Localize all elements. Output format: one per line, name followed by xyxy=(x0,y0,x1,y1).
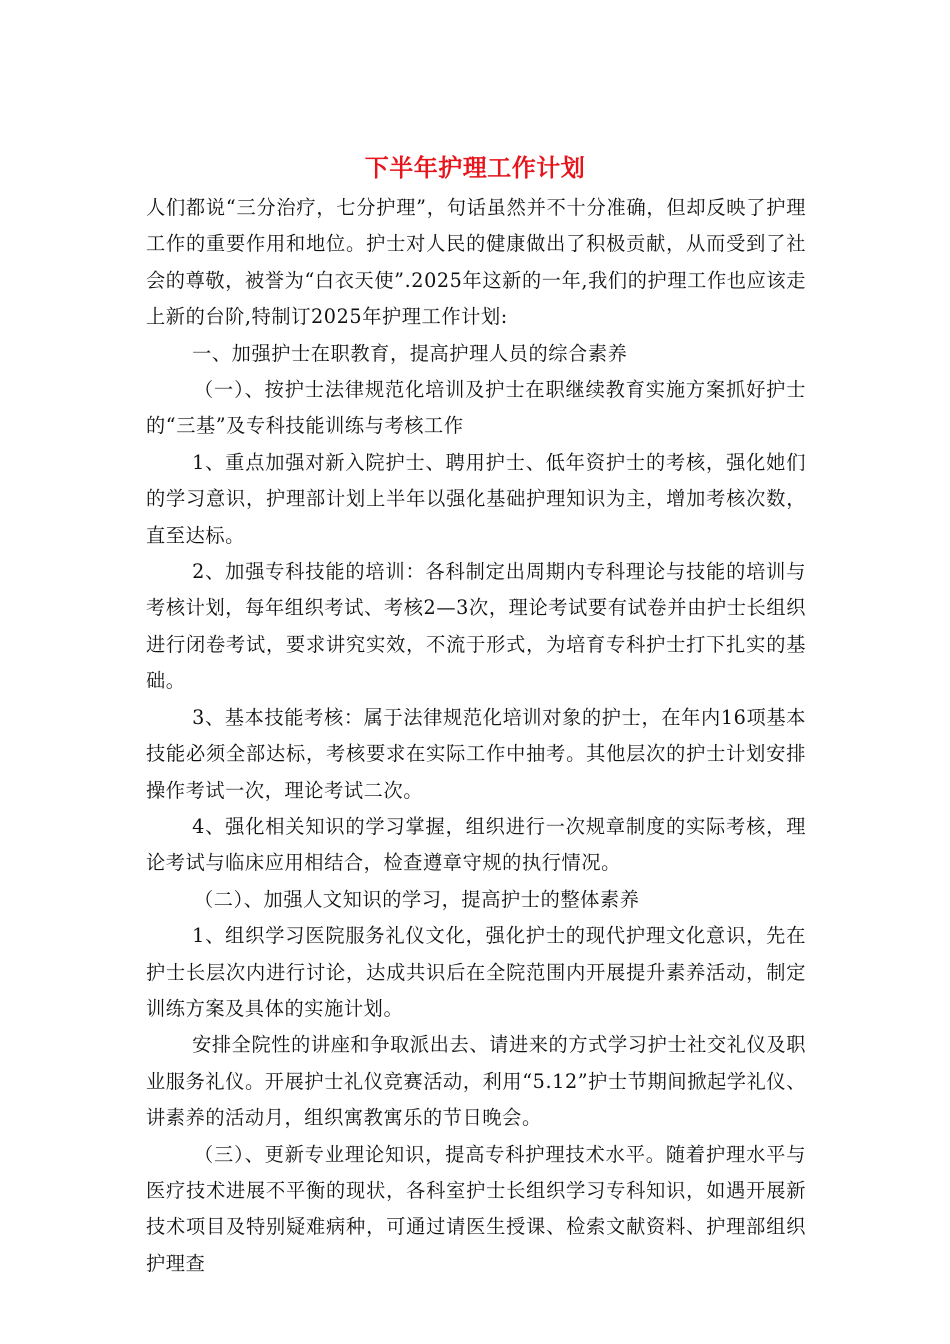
document-body xyxy=(146,190,806,1282)
section-heading-1: 一、加强护士在职教育，提高护理人员的综合素养 xyxy=(192,341,628,365)
paragraph-item-5: 1、组织学习医院服务礼仪文化，强化护士的现代护理文化意识，先在护士长层次内进行讨论，达成共识后在全院范围内开展提升素养活动，制定训练方案及具体的实施计划。 xyxy=(146,924,806,1020)
paragraph-intro: 人们都说“三分治疗，七分护理”，句话虽然并不十分准确，但却反映了护理工作的重要作用和地位。护士对人民的健康做出了积极贡献，从而受到了社会的尊敬，被誉为“白衣天使”.2025年这新的一年,我们的护理工作也应该走上新的台阶,特制订2025年护理工作计划: xyxy=(146,196,806,329)
paragraph-item-3: 3、基本技能考核：属于法律规范化培训对象的护士，在年内16项基本技能必须全部达标，考核要求在实际工作中抽考。其他层次的护士计划安排操作考试一次，理论考试二次。 xyxy=(146,705,806,802)
subsection-heading-3: （三）、更新专业理论知识，提高专科护理技术水平。随着护理水平与医疗技术进展不平衡的现状，各科室护士长组织学习专科知识，如遇开展新技术项目及特别疑难病种，可通过请医生授课、检索文献资料、护理部组织护理查 xyxy=(146,1142,806,1275)
paragraph-item-6: 安排全院性的讲座和争取派出去、请进来的方式学习护士社交礼仪及职业服务礼仪。开展护士礼仪竞赛活动，利用“5.12”护士节期间掀起学礼仪、讲素养的活动月，组织寓教寓乐的节日晚会。 xyxy=(146,1033,806,1130)
paragraph-item-4: 4、强化相关知识的学习掌握，组织进行一次规章制度的实际考核，理论考试与临床应用相结合，检查遵章守规的执行情况。 xyxy=(146,814,806,875)
page-title: 下半年护理工作计划 xyxy=(364,153,586,182)
paragraph-item-2: 2、加强专科技能的培训：各科制定出周期内专科理论与技能的培训与考核计划，每年组织考试、考核2—3次，理论考试要有试卷并由护士长组织进行闭卷考试，要求讲究实效，不流于形式，为培育专科护士打下扎实的基础。 xyxy=(146,560,806,693)
subsection-heading-2: （二）、加强人文知识的学习，提高护士的整体素养 xyxy=(194,887,640,911)
paragraph-item-1: 1、重点加强对新入院护士、聘用护士、低年资护士的考核，强化她们的学习意识，护理部计划上半年以强化基础护理知识为主，增加考核次数，直至达标。 xyxy=(146,450,806,547)
subsection-heading-1: （一）、按护士法律规范化培训及护士在职继续教育实施方案抓好护士的“三基”及专科技能训练与考核工作 xyxy=(146,378,806,438)
